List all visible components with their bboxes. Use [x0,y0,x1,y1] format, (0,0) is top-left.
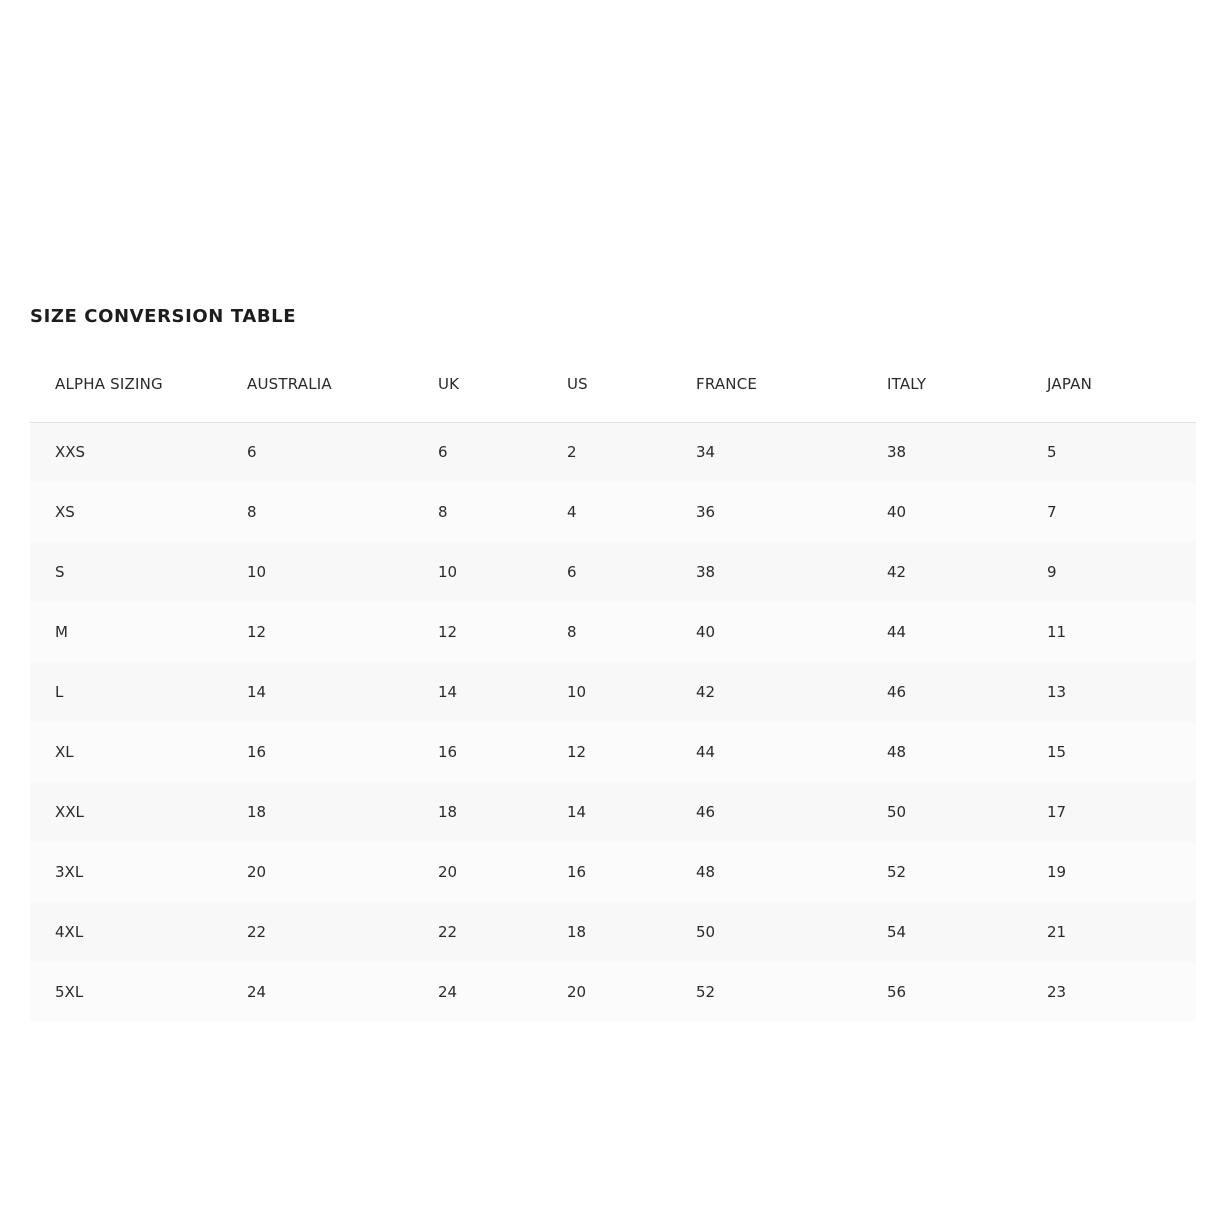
page-title: SIZE CONVERSION TABLE [30,306,297,327]
table-cell: S [55,563,65,581]
table-header [30,346,1196,422]
table-cell: 8 [438,503,448,521]
table-row [30,662,1196,722]
table-cell: 4XL [55,923,84,941]
table-row [30,782,1196,842]
table-cell: 6 [438,443,448,462]
column-header-italy: ITALY [887,374,927,393]
table-cell: 4 [567,503,577,521]
table-cell: 20 [438,863,458,881]
table-cell: 16 [247,743,267,761]
table-cell: 16 [567,863,587,881]
table-row [30,842,1196,902]
table-cell: 14 [438,683,458,701]
table-row [30,902,1196,962]
table-cell: 52 [887,863,907,881]
table-cell: 54 [887,923,907,941]
table-cell: 10 [438,563,458,581]
table-cell: 38 [696,563,716,581]
table-cell: 50 [887,803,907,821]
column-header-us: US [567,374,588,393]
table-row [30,962,1196,1022]
table-cell: 24 [438,983,458,1001]
table-cell: 15 [1047,743,1067,761]
table-row [30,422,1196,482]
table-cell: 38 [887,443,907,462]
table-cell: 44 [887,623,907,641]
table-cell: 12 [438,623,458,641]
table-cell: 12 [567,743,587,761]
table-cell: 2 [567,443,577,462]
table-cell: 40 [887,503,907,521]
table-cell: 8 [247,503,257,521]
table-cell: 8 [567,623,577,641]
column-header-uk: UK [438,374,460,393]
table-cell: 20 [247,863,267,881]
table-cell: 22 [438,923,458,941]
table-cell: 40 [696,623,716,641]
table-cell: XS [55,503,75,521]
table-row [30,722,1196,782]
table-cell: 5XL [55,983,84,1001]
table-row [30,602,1196,662]
table-cell: 18 [567,923,587,941]
table-cell: 21 [1047,923,1067,941]
table-cell: 16 [438,743,458,761]
table-cell: 24 [247,983,267,1001]
table-cell: 17 [1047,803,1067,821]
table-cell: 14 [247,683,267,701]
table-cell: 18 [438,803,458,821]
table-cell: XXL [55,803,84,821]
table-row [30,482,1196,542]
size-conversion-table [30,346,1196,1022]
table-cell: 22 [247,923,267,941]
table-row [30,542,1196,602]
column-header-alpha-sizing: ALPHA SIZING [55,374,163,393]
table-cell: 23 [1047,983,1067,1001]
table-cell: 50 [696,923,716,941]
table-cell: 11 [1047,623,1067,641]
table-cell: XL [55,743,74,761]
table-cell: 19 [1047,863,1067,881]
table-cell: 44 [696,743,716,761]
table-cell: 6 [567,563,577,581]
table-cell: 42 [887,563,907,581]
table-cell: 3XL [55,863,84,881]
table-cell: 14 [567,803,587,821]
size-conversion-section [30,300,1196,1022]
table-cell: 56 [887,983,907,1001]
table-cell: 48 [696,863,716,881]
table-cell: 46 [887,683,907,701]
column-header-australia: AUSTRALIA [247,374,332,393]
table-cell: 13 [1047,683,1067,701]
table-cell: 10 [247,563,267,581]
table-cell: M [55,623,68,641]
table-cell: 7 [1047,503,1057,521]
table-cell: 36 [696,503,716,521]
table-cell: 20 [567,983,587,1001]
table-cell: 10 [567,683,587,701]
table-cell: 46 [696,803,716,821]
column-header-france: FRANCE [696,374,758,393]
table-body [30,422,1196,1022]
table-cell: 12 [247,623,267,641]
table-cell: 5 [1047,443,1057,462]
column-header-japan: JAPAN [1047,374,1092,393]
table-cell: 52 [696,983,716,1001]
table-cell: 48 [887,743,907,761]
table-cell: 34 [696,443,716,462]
table-cell: 42 [696,683,716,701]
table-header-row [30,346,1196,422]
table-cell: 18 [247,803,267,821]
table-cell: 6 [247,443,257,462]
table-cell: XXS [55,443,86,462]
table-cell: 9 [1047,563,1057,581]
table-cell: L [55,683,64,701]
